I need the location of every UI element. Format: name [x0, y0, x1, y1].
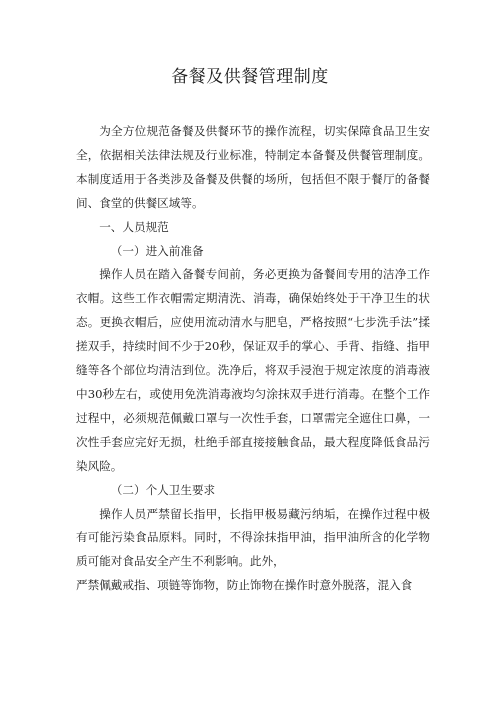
preparation-paragraph: 操作人员在踏入备餐专间前，务必更换为备餐间专用的洁净工作衣帽。这些工作衣帽需定期清洗、消毒，确保始终处于干净卫生的状态。更换衣帽后，应使用流动清水与肥皂，严格按照“七步洗手法”揉搓双手，持续时间不少于20秒，保证双手的掌心、手背、指缝、指甲缝等各个部位均清洁到位。洗净后，将双手浸泡于规定浓度的消毒液中30秒左右，或使用免洗消毒液均匀涂抹双手进行消毒。在整个工作过程中，必须规范佩戴口罩与一次性手套，口罩需完全遮住口鼻，一次性手套应完好无损，杜绝手部直接接触食品，最大程度降低食品污染风险。: [76, 267, 430, 473]
intro-paragraph: 为全方位规范备餐及供餐环节的操作流程，切实保障食品卫生安全，依据相关法律法规及行业标准，特制定本备餐及供餐管理制度。本制度适用于各类涉及备餐及供餐的场所，包括但不限于餐厅的备餐间、食堂的供餐区域等。: [76, 124, 430, 210]
hygiene-paragraph-continued: 严禁佩戴戒指、项链等饰物，防止饰物在操作时意外脱落，混入食: [76, 578, 413, 593]
section-heading-personnel: 一、人员规范: [99, 219, 169, 234]
hygiene-paragraph: 操作人员严禁留长指甲，长指甲极易藏污纳垢，在操作过程中极有可能污染食品原料。同时，不得涂抹指甲油，指甲油所含的化学物质可能对食品安全产生不利影响。此外，: [76, 506, 430, 569]
document-body: [76, 120, 430, 598]
subsection-heading-hygiene: （二）个人卫生要求: [110, 482, 216, 497]
document-title: 备餐及供餐管理制度: [171, 67, 329, 87]
subsection-heading-preparation: （一）进入前准备: [110, 243, 204, 258]
